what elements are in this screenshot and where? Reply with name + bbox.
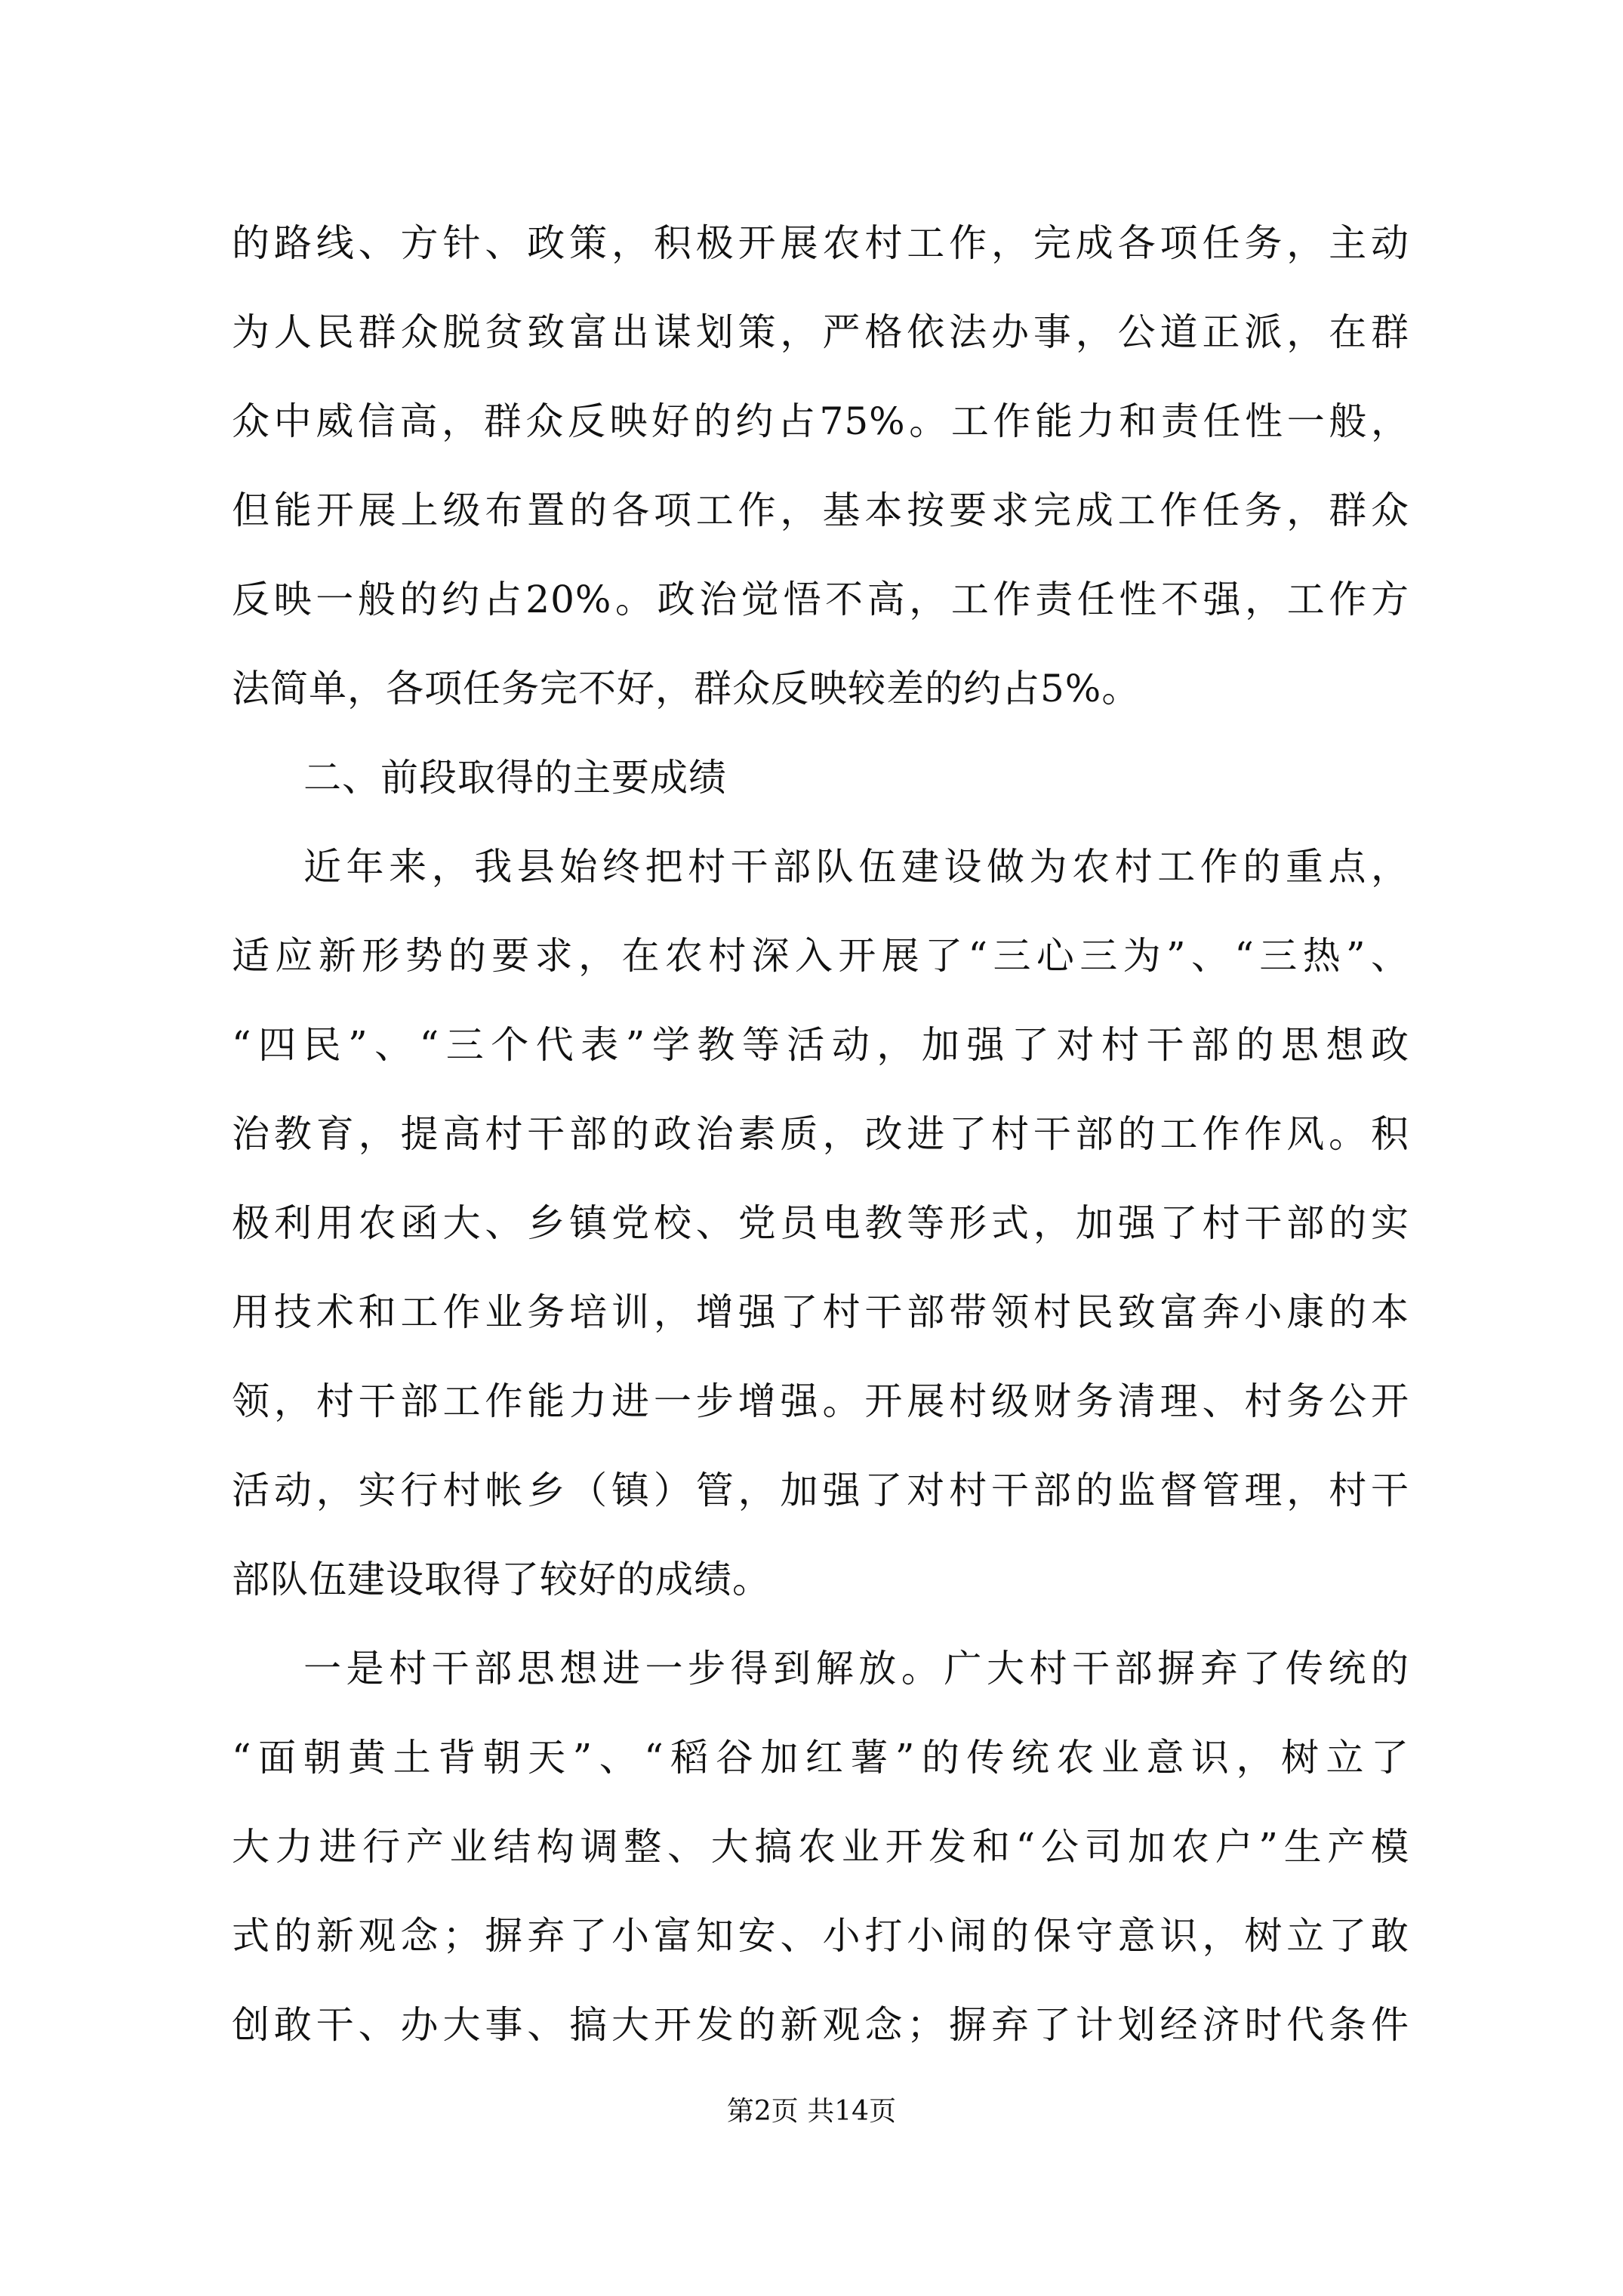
text-line: 极利用农函大、乡镇党校、党员电教等形式，加强了村干部的实	[232, 1201, 1409, 1245]
text-line: 众中威信高，群众反映好的约占75%。工作能力和责任性一般，	[232, 399, 1409, 443]
text-line: 法简单，各项任务完不好，群众反映较差的约占5%。	[232, 667, 1141, 710]
text-line: 式的新观念；摒弃了小富知安、小打小闹的保守意识，树立了敢	[232, 1914, 1409, 1958]
text-line: 活动，实行村帐乡（镇）管，加强了对村干部的监督管理，村干	[232, 1469, 1409, 1512]
text-line: “四民”、“三个代表”学教等活动，加强了对村干部的思想政	[232, 1023, 1409, 1067]
text-line: 反映一般的约占20%。政治觉悟不高，工作责任性不强，工作方	[232, 578, 1409, 621]
text-line: 为人民群众脱贫致富出谋划策，严格依法办事，公道正派，在群	[232, 310, 1409, 354]
text-line: 领，村干部工作能力进一步增强。开展村级财务清理、村务公开	[232, 1379, 1409, 1423]
text-line: 近年来，我县始终把村干部队伍建设做为农村工作的重点，	[303, 845, 1409, 889]
page-footer: 第2页 共14页	[726, 2096, 897, 2127]
text-line: 治教育，提高村干部的政治素质，改进了村干部的工作作风。积	[232, 1112, 1409, 1156]
text-line: 创敢干、办大事、搞大开发的新观念；摒弃了计划经济时代条件	[232, 2003, 1409, 2047]
section-heading: 二、前段取得的主要成绩	[303, 756, 727, 800]
text-line: 一是村干部思想进一步得到解放。广大村干部摒弃了传统的	[303, 1647, 1409, 1690]
text-line: 大力进行产业结构调整、大搞农业开发和“公司加农户”生产模	[232, 1825, 1409, 1869]
text-line: 用技术和工作业务培训，增强了村干部带领村民致富奔小康的本	[232, 1290, 1409, 1334]
text-line: “面朝黄土背朝天”、“稻谷加红薯”的传统农业意识，树立了	[232, 1736, 1409, 1780]
text-line: 部队伍建设取得了较好的成绩。	[232, 1558, 771, 1601]
text-line: 适应新形势的要求，在农村深入开展了“三心三为”、“三热”、	[232, 934, 1409, 978]
text-line: 但能开展上级布置的各项工作，基本按要求完成工作任务，群众	[232, 488, 1409, 532]
text-line: 的路线、方针、政策，积极开展农村工作，完成各项任务，主动	[232, 221, 1409, 265]
